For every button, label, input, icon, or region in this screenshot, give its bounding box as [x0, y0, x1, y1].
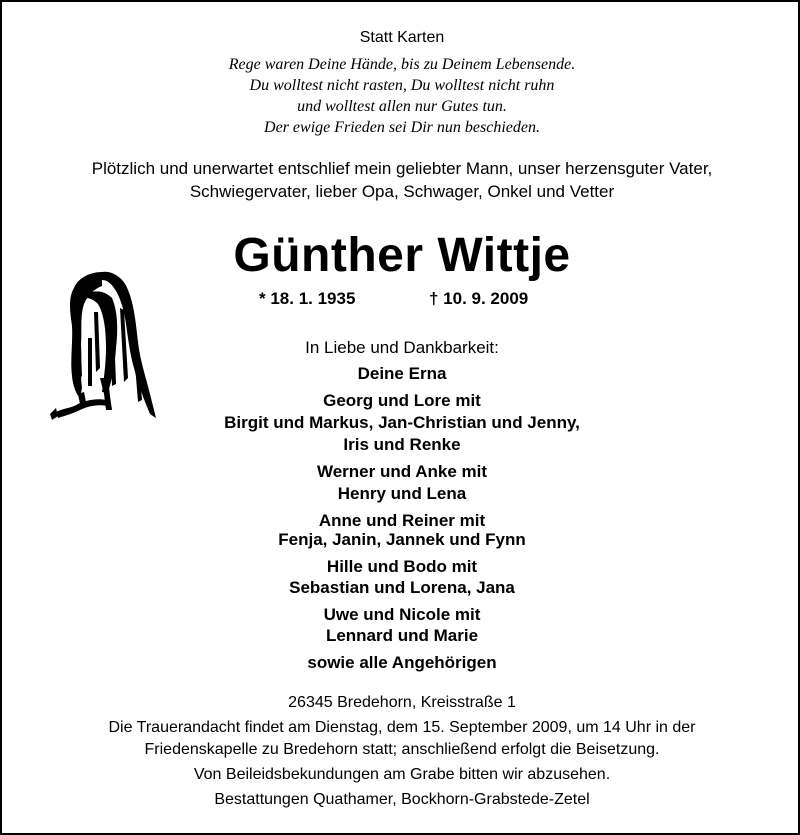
- intro-line: Plötzlich und unerwartet entschlief mein geliebter Mann, unser herzensguter Vater,: [91, 159, 713, 178]
- deceased-name: Günther Wittje: [233, 229, 571, 282]
- mourner-line: Henry und Lena: [337, 484, 467, 503]
- undertaker-text: Bestattungen Quathamer, Bockhorn-Grabstede-Zetel: [214, 791, 590, 808]
- mourner-line: Iris und Renke: [343, 435, 461, 454]
- birth-date: * 18. 1. 1935: [259, 289, 356, 308]
- mourner-line: Deine Erna: [357, 364, 447, 383]
- mourner-line: Georg und Lore mit: [323, 391, 481, 410]
- mourner-line: sowie alle Angehörigen: [307, 653, 497, 672]
- mourners-heading: In Liebe und Dankbarkeit:: [305, 338, 499, 357]
- mourner-line: Anne und Reiner mit: [318, 511, 486, 530]
- mourner-line: Fenja, Janin, Jannek und Fynn: [278, 530, 526, 549]
- poem-line: und wolltest allen nur Gutes tun.: [297, 98, 507, 115]
- intro-line: Schwiegervater, lieber Opa, Schwager, Onkel und Vetter: [189, 182, 615, 201]
- mourner-line: Uwe und Nicole mit: [323, 605, 481, 624]
- mourner-line: Birgit und Markus, Jan-Christian und Jenny,: [224, 413, 580, 432]
- poem-line: Der ewige Frieden sei Dir nun beschieden.: [264, 119, 540, 136]
- mourner-line: Sebastian und Lorena, Jana: [289, 578, 515, 597]
- statt-karten-text: Statt Karten: [359, 29, 445, 46]
- death-date: † 10. 9. 2009: [429, 289, 529, 308]
- service-line: Die Trauerandacht findet am Dienstag, dem 15. September 2009, um 14 Uhr in der: [108, 719, 696, 736]
- condolences-text: Von Beileidsbekundungen am Grabe bitten wir abzusehen.: [193, 766, 611, 783]
- poem-line: Du wolltest nicht rasten, Du wolltest nicht ruhn: [249, 77, 555, 94]
- poem-line: Rege waren Deine Hände, bis zu Deinem Lebensende.: [228, 56, 576, 73]
- mourner-line: Hille und Bodo mit: [326, 557, 478, 576]
- service-line: Friedenskapelle zu Bredehorn statt; anschließend erfolgt die Beisetzung.: [144, 741, 660, 758]
- address-text: 26345 Bredehorn, Kreisstraße 1: [288, 694, 516, 711]
- mourner-line: Lennard und Marie: [325, 626, 479, 645]
- mourner-line: Werner und Anke mit: [316, 462, 488, 481]
